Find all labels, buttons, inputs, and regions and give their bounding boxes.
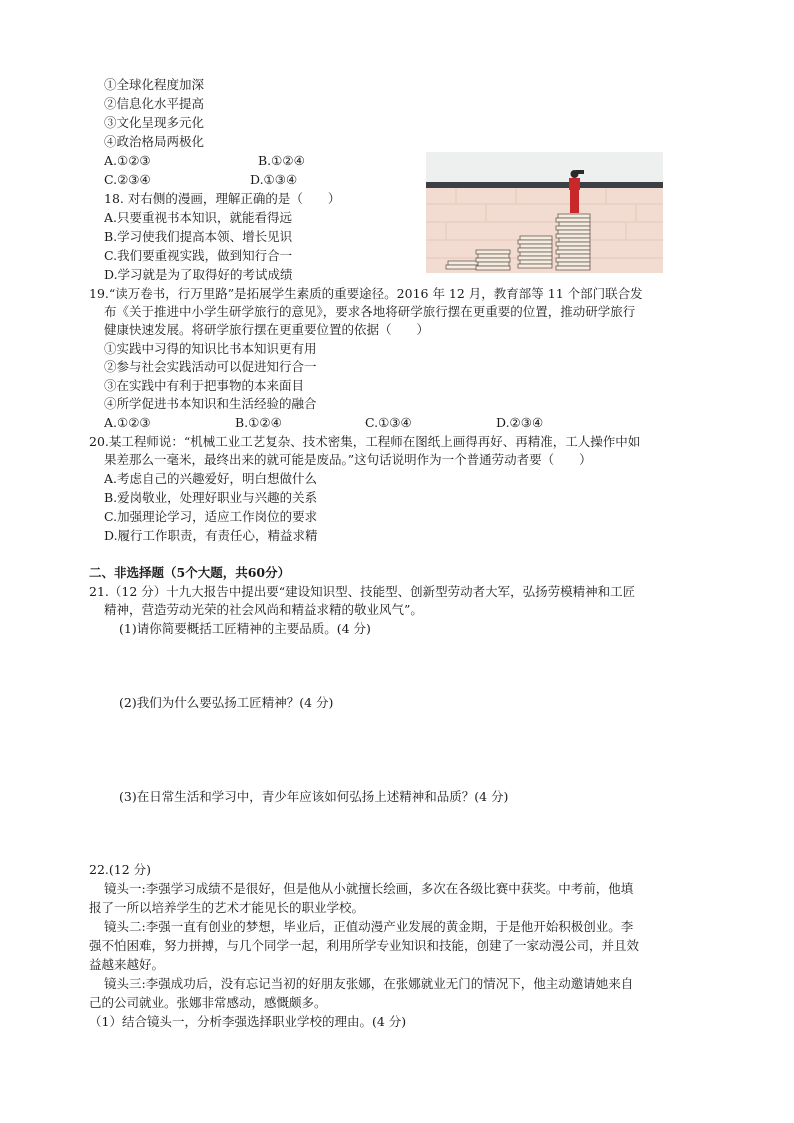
q19-stem-line-1: 19.“读万卷书，行万里路”是拓展学生素质的重要途径。2016 年 12 月，教育部等 11 个部门联合发 (89, 286, 643, 301)
q17-item-1: ①全球化程度加深 (104, 77, 205, 92)
q19-option-a: A.①②③ (104, 415, 151, 430)
q17-item-4: ④政治格局两极化 (104, 134, 205, 149)
q22-line-6: 镜头三:李强成功后，没有忘记当初的好朋友张娜，在张娜就业无门的情况下，他主动邀请她来自 (104, 976, 634, 991)
q20-option-c: C.加强理论学习，适应工作岗位的要求 (104, 509, 318, 524)
q22-line-3: 镜头二:李强一直有创业的梦想，毕业后，正值动漫产业发展的黄金期，于是他开始积极创业。李 (104, 919, 634, 934)
q17-option-b: B.①②④ (258, 153, 305, 168)
q19-option-b: B.①②④ (235, 415, 282, 430)
q22-sub-1: （1）结合镜头一，分析李强选择职业学校的理由。(4 分) (89, 1014, 407, 1029)
q19-item-1: ①实践中习得的知识比书本知识更有用 (104, 341, 317, 356)
cartoon-books-stairs-image (426, 152, 663, 273)
q21-sub-1: (1)请你简要概括工匠精神的主要品质。(4 分) (119, 621, 371, 636)
q22-line-2: 报了一所以培养学生的艺术才能见长的职业学校。 (89, 900, 365, 915)
q19-item-3: ③在实践中有利于把事物的本来面目 (104, 378, 305, 393)
q18-option-d: D.学习就是为了取得好的考试成绩 (104, 267, 293, 282)
q21-sub-2: (2)我们为什么要弘扬工匠精神？(4 分) (119, 695, 334, 710)
q22-line-4: 强不怕困难，努力拼搏，与几个同学一起，利用所学专业知识和技能，创建了一家动漫公司，并且效 (89, 938, 640, 953)
q21-stem-line-2: 精神，营造劳动光荣的社会风尚和精益求精的敬业风气”。 (104, 602, 423, 617)
q17-item-3: ③文化呈现多元化 (104, 115, 205, 130)
q18-option-b: B.学习使我们提高本领、增长见识 (104, 229, 293, 244)
q22-head: 22.(12 分) (89, 862, 152, 877)
q17-item-2: ②信息化水平提高 (104, 96, 205, 111)
q19-item-4: ④所学促进书本知识和生活经验的融合 (104, 396, 317, 411)
q22-line-7: 己的公司就业。张娜非常感动，感慨颇多。 (89, 995, 327, 1010)
q18-option-a: A.只要重视书本知识，就能看得远 (104, 210, 293, 225)
q22-line-1: 镜头一:李强学习成绩不是很好，但是他从小就擅长绘画，多次在各级比赛中获奖。中考前，他填 (104, 881, 634, 896)
q19-option-c: C.①③④ (365, 415, 412, 430)
q19-stem-line-2: 布《关于推进中小学生研学旅行的意见》，要求各地将研学旅行摆在更重要的位置，推动研学旅行 (104, 304, 636, 319)
q20-stem-line-1: 20.某工程师说：“机械工业工艺复杂、技术密集，工程师在图纸上画得再好、再精准，工人操作中如 (89, 434, 641, 449)
q20-option-b: B.爱岗敬业，处理好职业与兴趣的关系 (104, 490, 318, 505)
q21-sub-3: (3)在日常生活和学习中，青少年应该如何弘扬上述精神和品质？(4 分) (119, 789, 509, 804)
q20-option-d: D.履行工作职责，有责任心，精益求精 (104, 528, 318, 543)
section-2-title: 二、非选择题（5个大题，共60分） (89, 565, 291, 580)
q22-line-5: 益越来越好。 (89, 957, 165, 972)
q20-option-a: A.考虑自己的兴趣爱好，明白想做什么 (104, 471, 318, 486)
q18-option-c: C.我们要重视实践，做到知行合一 (104, 248, 293, 263)
q19-stem-line-3: 健康快速发展。将研学旅行摆在更重要位置的依据（ ） (104, 322, 430, 337)
q17-option-a: A.①②③ (104, 153, 151, 168)
q19-option-d: D.②③④ (496, 415, 544, 430)
q19-item-2: ②参与社会实践活动可以促进知行合一 (104, 359, 317, 374)
q21-stem-line-1: 21.（12 分）十九大报告中提出要“建设知识型、技能型、创新型劳动者大军，弘扬劳模精神和工匠 (89, 584, 636, 599)
q20-stem-line-2: 果差那么一毫米，最终出来的就可能是废品。”这句话说明作为一个普通劳动者要（ ） (104, 452, 592, 467)
q17-option-c: C.②③④ (104, 172, 151, 187)
q18-stem: 18. 对右侧的漫画，理解正确的是（ ） (104, 191, 341, 206)
q17-option-d: D.①③④ (250, 172, 298, 187)
